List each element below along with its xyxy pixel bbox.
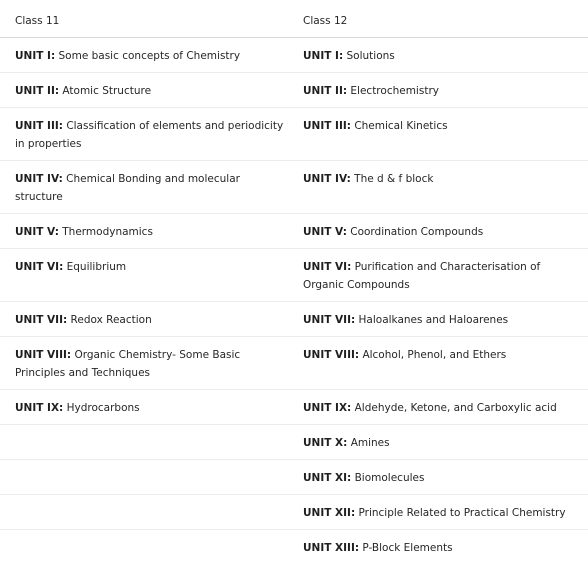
table-row bbox=[0, 107, 588, 160]
unit-code: UNIT III: bbox=[303, 119, 351, 132]
class11-cell bbox=[0, 389, 303, 424]
class11-cell bbox=[0, 160, 303, 213]
class11-cell bbox=[0, 37, 303, 72]
unit-title: Equilibrium bbox=[66, 260, 127, 273]
unit-code: UNIT IX: bbox=[303, 401, 352, 414]
unit-code: UNIT VII: bbox=[303, 313, 356, 326]
unit-code: UNIT IX: bbox=[15, 401, 64, 414]
unit-title: Alcohol, Phenol, and Ethers bbox=[362, 348, 507, 361]
class12-column-header: Class 12 bbox=[303, 0, 588, 37]
table-row bbox=[0, 459, 588, 494]
class11-cell bbox=[0, 301, 303, 336]
unit-title: Coordination Compounds bbox=[350, 225, 484, 238]
class12-cell bbox=[303, 336, 588, 389]
table-row bbox=[0, 529, 588, 564]
class12-cell bbox=[303, 107, 588, 160]
table-row bbox=[0, 424, 588, 459]
table-row bbox=[0, 160, 588, 213]
unit-code: UNIT I: bbox=[15, 49, 56, 62]
table-body bbox=[0, 37, 588, 564]
class11-cell bbox=[0, 336, 303, 389]
unit-title: Organic Chemistry- Some Basic Principles and Techniques bbox=[15, 348, 241, 379]
table-row bbox=[0, 213, 588, 248]
unit-title: Classification of elements and periodicity in properties bbox=[15, 119, 284, 150]
unit-code: UNIT VIII: bbox=[303, 348, 360, 361]
class11-column-header: Class 11 bbox=[0, 0, 303, 37]
unit-code: UNIT V: bbox=[303, 225, 347, 238]
unit-code: UNIT II: bbox=[303, 84, 348, 97]
unit-title: Haloalkanes and Haloarenes bbox=[358, 313, 509, 326]
unit-title: Thermodynamics bbox=[62, 225, 153, 238]
table-row bbox=[0, 494, 588, 529]
unit-code: UNIT VI: bbox=[15, 260, 64, 273]
unit-title: Amines bbox=[350, 436, 390, 449]
unit-code: UNIT IV: bbox=[303, 172, 351, 185]
unit-code: UNIT XII: bbox=[303, 506, 356, 519]
unit-code: UNIT VII: bbox=[15, 313, 68, 326]
unit-code: UNIT II: bbox=[15, 84, 60, 97]
class11-cell bbox=[0, 248, 303, 301]
unit-code: UNIT VIII: bbox=[15, 348, 72, 361]
class11-cell bbox=[0, 107, 303, 160]
unit-title: Aldehyde, Ketone, and Carboxylic acid bbox=[354, 401, 557, 414]
class12-cell bbox=[303, 389, 588, 424]
unit-code: UNIT VI: bbox=[303, 260, 352, 273]
class11-cell bbox=[0, 459, 303, 494]
unit-code: UNIT XIII: bbox=[303, 541, 360, 554]
unit-title: Some basic concepts of Chemistry bbox=[58, 49, 241, 62]
table-header-row bbox=[0, 0, 588, 37]
unit-code: UNIT III: bbox=[15, 119, 63, 132]
class12-cell bbox=[303, 494, 588, 529]
class12-cell bbox=[303, 529, 588, 564]
class11-cell bbox=[0, 213, 303, 248]
class12-cell bbox=[303, 301, 588, 336]
unit-code: UNIT V: bbox=[15, 225, 59, 238]
class12-cell bbox=[303, 424, 588, 459]
class11-cell bbox=[0, 529, 303, 564]
unit-code: UNIT X: bbox=[303, 436, 348, 449]
unit-title: Hydrocarbons bbox=[66, 401, 140, 414]
class11-cell bbox=[0, 72, 303, 107]
unit-code: UNIT XI: bbox=[303, 471, 352, 484]
class12-cell bbox=[303, 213, 588, 248]
table-row bbox=[0, 389, 588, 424]
unit-title: Atomic Structure bbox=[62, 84, 152, 97]
class12-cell bbox=[303, 37, 588, 72]
class11-cell bbox=[0, 494, 303, 529]
table-row bbox=[0, 37, 588, 72]
class12-cell bbox=[303, 248, 588, 301]
table-row bbox=[0, 336, 588, 389]
unit-code: UNIT I: bbox=[303, 49, 344, 62]
unit-title: Biomolecules bbox=[354, 471, 425, 484]
table-row bbox=[0, 248, 588, 301]
unit-title: Principle Related to Practical Chemistry bbox=[358, 506, 566, 519]
unit-code: UNIT IV: bbox=[15, 172, 63, 185]
class12-cell bbox=[303, 72, 588, 107]
table-row bbox=[0, 72, 588, 107]
unit-title: The d & f block bbox=[354, 172, 434, 185]
class11-cell bbox=[0, 424, 303, 459]
unit-title: Purification and Characterisation of Organic Compounds bbox=[303, 260, 541, 291]
unit-title: Redox Reaction bbox=[70, 313, 152, 326]
unit-title: Electrochemistry bbox=[350, 84, 439, 97]
unit-title: Solutions bbox=[346, 49, 395, 62]
unit-title: Chemical Kinetics bbox=[354, 119, 448, 132]
class12-cell bbox=[303, 160, 588, 213]
class12-cell bbox=[303, 459, 588, 494]
unit-title: P-Block Elements bbox=[362, 541, 453, 554]
table-row bbox=[0, 301, 588, 336]
unit-title: Chemical Bonding and molecular structure bbox=[15, 172, 240, 203]
